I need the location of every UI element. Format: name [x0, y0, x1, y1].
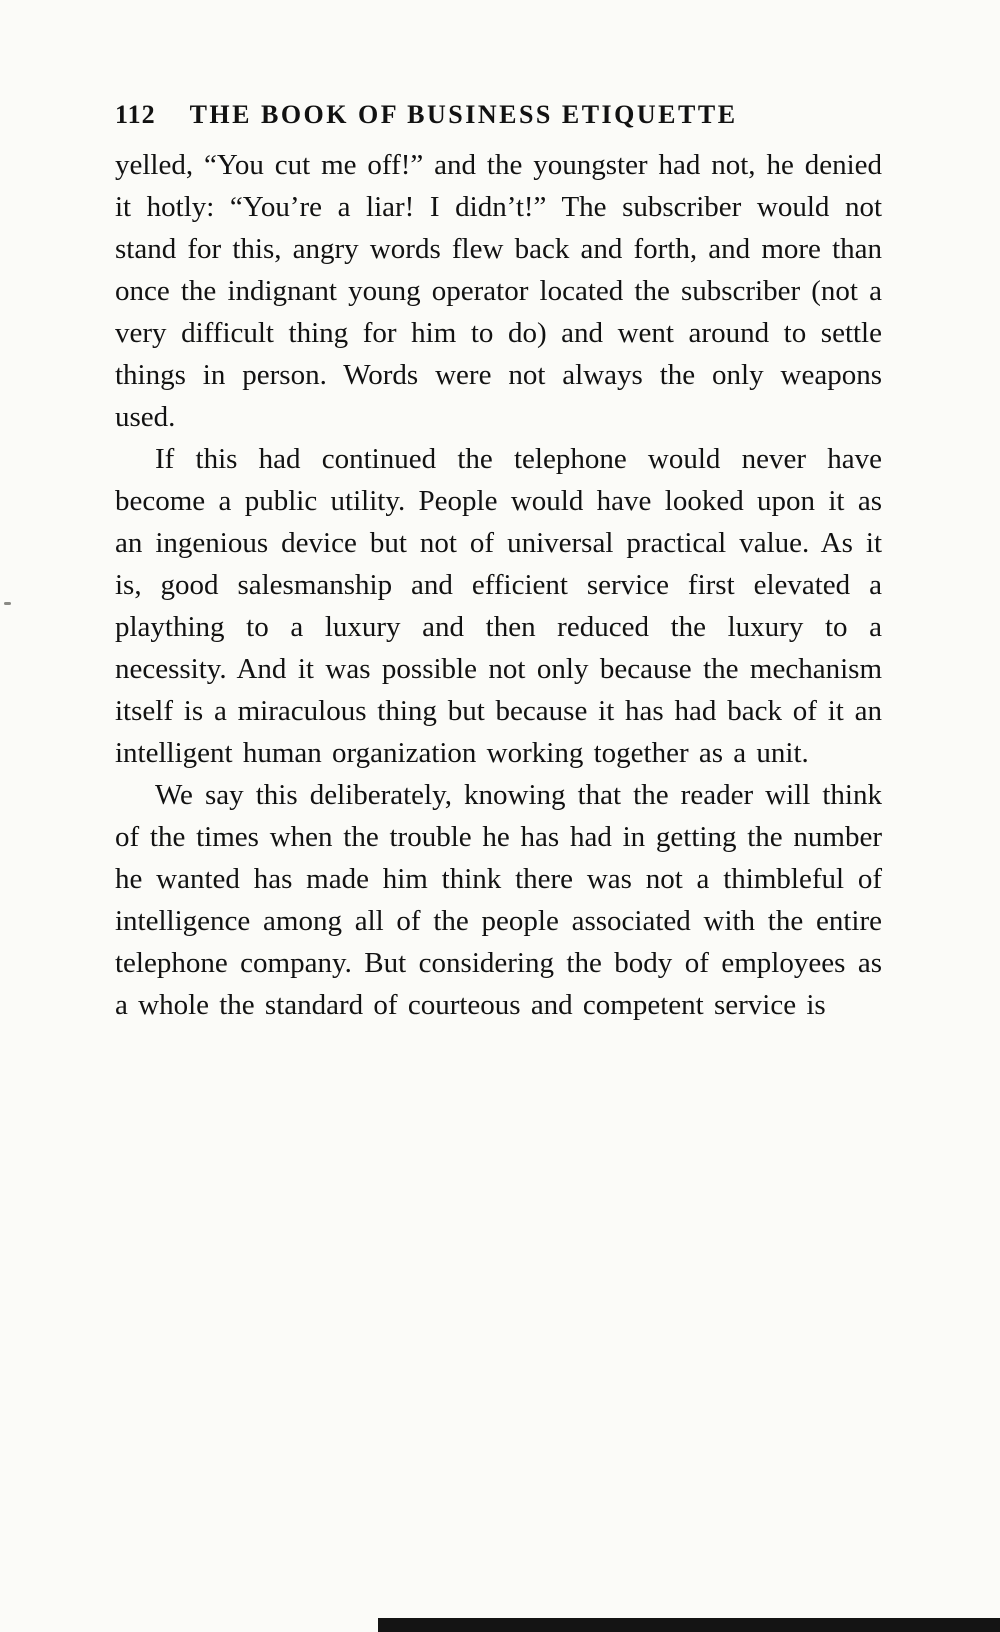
paragraph-3: We say this deliberately, knowing that the reader will think of the times when the trouble he has had in getting the number he wanted has made him think there was not a thimbleful of intelligence among all of the people associated with the entire telephone company. But considering the body of employees as a whole the standard of courteous and competent service is [115, 779, 882, 1021]
running-title: THE BOOK OF BUSINESS ETIQUETTE [189, 100, 738, 129]
scan-speck-artifact [4, 602, 11, 605]
paragraph-1: yelled, “You cut me off!” and the youngster had not, he denied it hotly: “You’re a liar! I didn’t!” The subscriber would not stand for this, angry words flew back and forth, and more than once the indignant young operator located the subscriber (not a very difficult thing for him to do) and went around to settle things in person. Words were not always the only weapons used. [115, 149, 882, 433]
page-header [115, 100, 882, 130]
scan-artifact-bar [378, 1618, 1000, 1632]
page-number: 112 [115, 100, 156, 129]
paragraph-2: If this had continued the telephone would never have become a public utility. People would have looked upon it as an ingenious device but not of universal practical value. As it is, good salesmanship and efficient service first elevated a plaything to a luxury and then reduced the luxury to a necessity. And it was possible not only because the mechanism itself is a miraculous thing but because it has had back of it an intelligent human organization working together as a unit. [115, 443, 882, 769]
page-body [115, 144, 882, 1026]
